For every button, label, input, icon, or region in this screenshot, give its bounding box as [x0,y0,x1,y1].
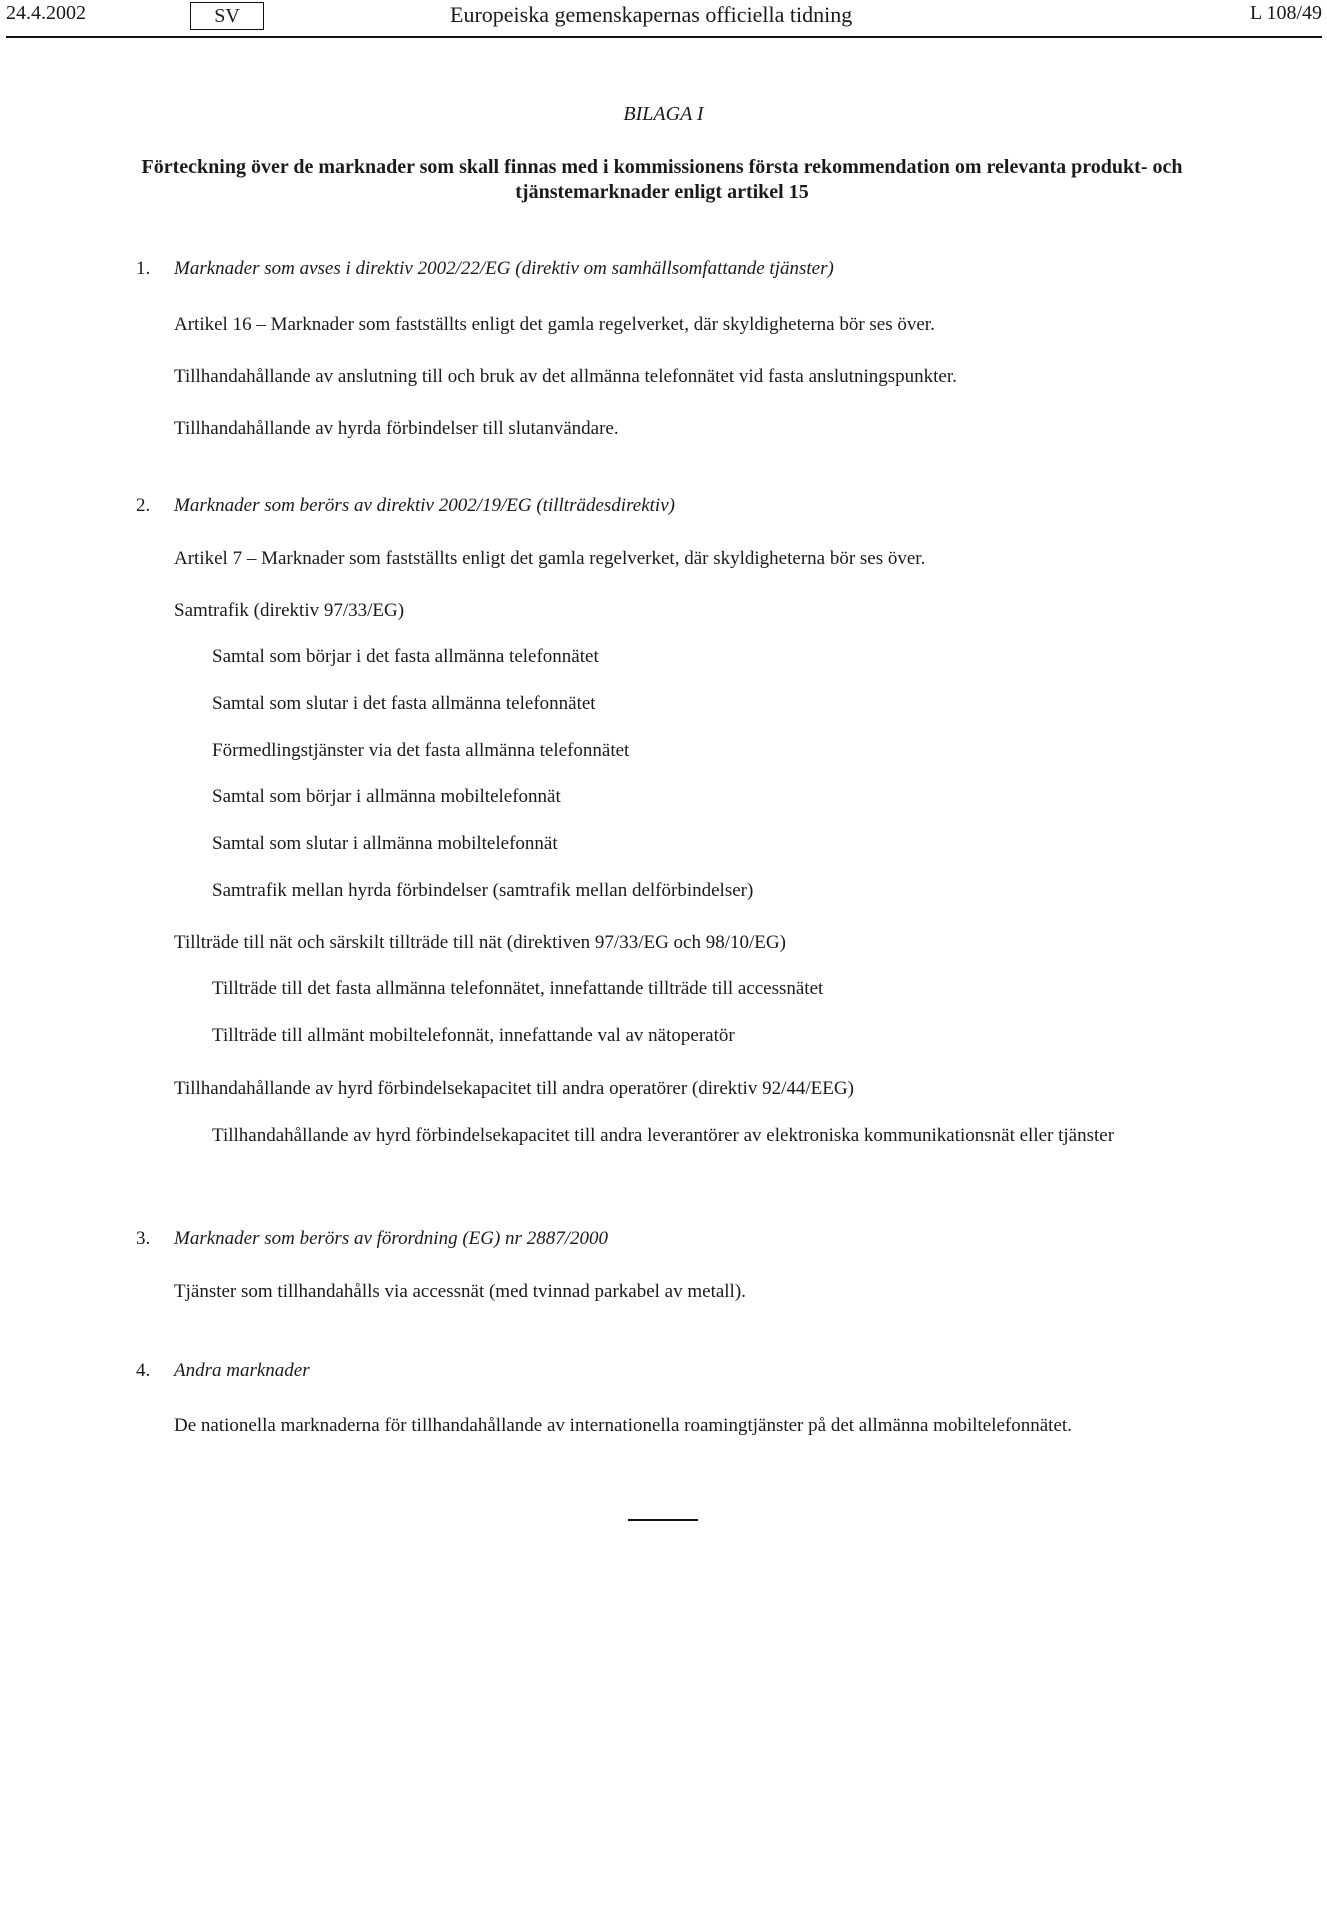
list-item: Samtal som slutar i det fasta allmänna telefonnätet [212,693,596,714]
paragraph: Artikel 7 – Marknader som fastställts enligt det gamla regelverket, där skyldigheterna bör ses över. [174,548,926,569]
page-reference: L 108/49 [1249,2,1322,24]
list-item: Samtrafik mellan hyrda förbindelser (samtrafik mellan delförbindelser) [212,880,754,901]
group-label: Samtrafik (direktiv 97/33/EG) [174,600,405,621]
paragraph: De nationella marknaderna för tillhandahållande av internationella roamingtjänster på det allmänna mobiltelefonnätet. [174,1415,1072,1436]
paragraph: Artikel 16 – Marknader som fastställts enligt det gamla regelverket, där skyldigheterna bör ses över. [174,314,935,335]
section-4-heading [136,1360,310,1382]
section-title: Marknader som avses i direktiv 2002/22/EG (direktiv om samhällsomfattande tjänster) [174,258,834,279]
list-item: Tillträde till allmänt mobiltelefonnät, innefattande val av nätoperatör [212,1025,735,1046]
list-item: Samtal som slutar i allmänna mobiltelefonnät [212,833,558,854]
section-title: Marknader som berörs av direktiv 2002/19/EG (tillträdesdirektiv) [174,495,675,516]
section-1-heading [136,258,834,280]
journal-title: Europeiska gemenskapernas officiella tidning [450,2,853,27]
section-number: 1. [136,258,151,279]
list-item: Samtal som börjar i allmänna mobiltelefonnät [212,786,561,807]
section-3-heading [136,1228,608,1250]
language-box: SV [190,2,264,30]
publication-date: 24.4.2002 [6,2,86,24]
annex-label: BILAGA I [623,103,704,125]
section-title: Marknader som berörs av förordning (EG) nr 2887/2000 [174,1228,608,1249]
list-item: Tillträde till det fasta allmänna telefonnätet, innefattande tillträde till accessnätet [212,978,824,999]
section-number: 3. [136,1228,151,1249]
section-2-heading [136,495,675,517]
document-title: Förteckning över de marknader som skall finnas med i kommissionens första rekommendation om relevanta produkt- och tjänstemarknader enligt artikel 15 [141,156,1183,203]
page-header [6,0,1322,38]
paragraph: Tillhandahållande av hyrda förbindelser till slutanvändare. [174,418,619,439]
group-label: Tillträde till nät och särskilt tillträde till nät (direktiven 97/33/EG och 98/10/EG) [174,932,786,953]
section-title: Andra marknader [174,1360,310,1381]
paragraph: Tjänster som tillhandahålls via accessnät (med tvinnad parkabel av metall). [174,1281,746,1302]
group-label: Tillhandahållande av hyrd förbindelsekapacitet till andra operatörer (direktiv 92/44/EEG) [174,1078,854,1099]
section-number: 2. [136,495,151,516]
closing-rule [628,1519,698,1521]
list-item: Tillhandahållande av hyrd förbindelsekapacitet till andra leverantörer av elektroniska kommunikationsnät eller tjänster [212,1125,1115,1146]
paragraph: Tillhandahållande av anslutning till och bruk av det allmänna telefonnätet vid fasta anslutningspunkter. [174,366,957,387]
list-item: Samtal som börjar i det fasta allmänna telefonnätet [212,646,599,667]
list-item: Förmedlingstjänster via det fasta allmänna telefonnätet [212,740,630,761]
section-number: 4. [136,1360,151,1381]
